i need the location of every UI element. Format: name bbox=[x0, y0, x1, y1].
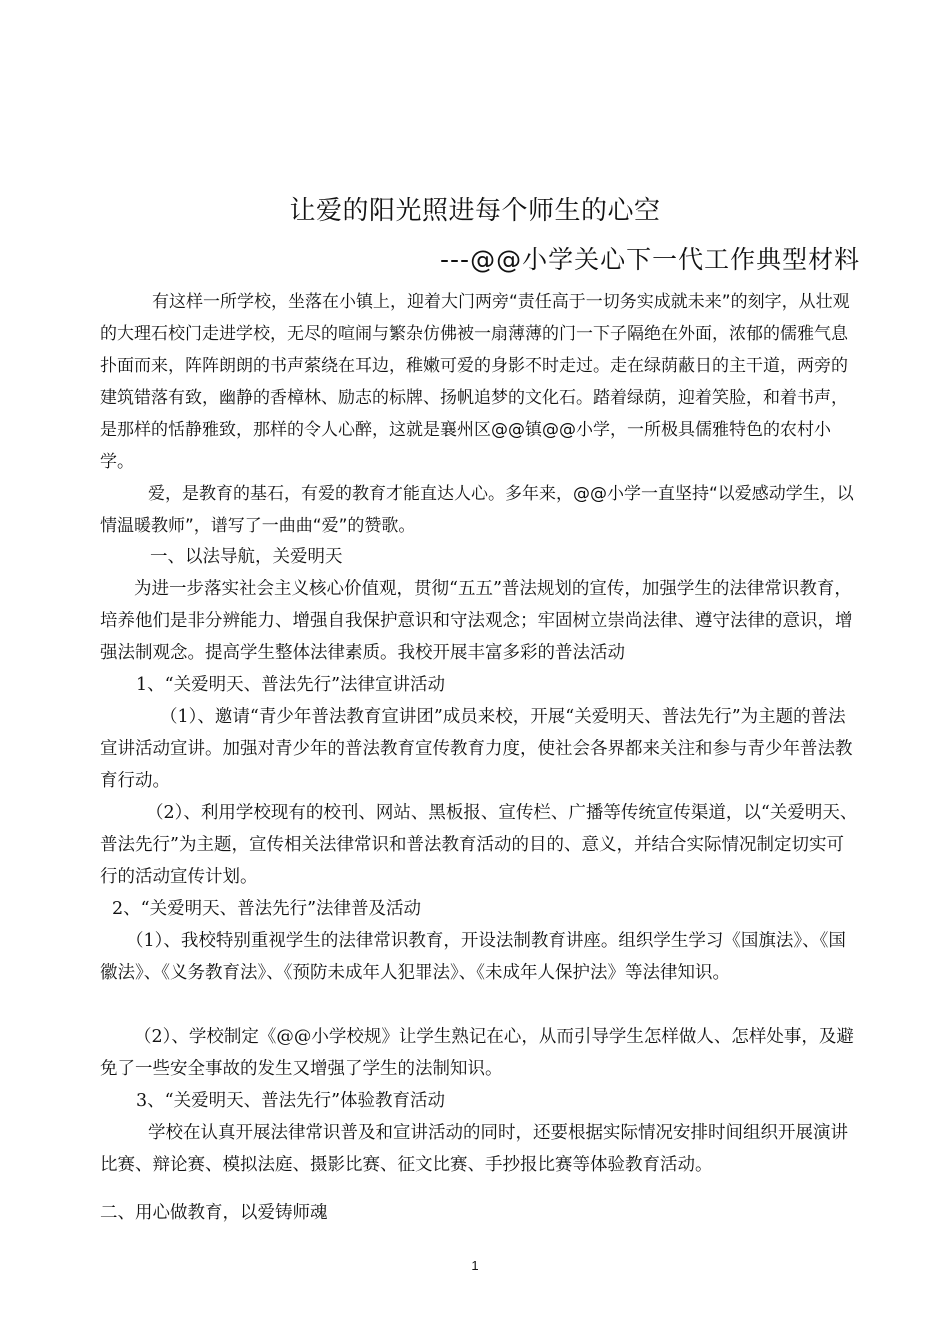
document-title: 让爱的阳光照进每个师生的心空 bbox=[289, 196, 661, 226]
publicity-paragraph: （2）、利用学校现有的校刊、网站、黑板报、宣传栏、广播等传统宣传渠道，以“关爱明天、普法先行”为主题，宣传相关法律常识和普法教育活动的目的、意义，并结合实际情况制定切实可行的活动宣传计划。 bbox=[100, 803, 858, 887]
page-number: 1 bbox=[471, 1258, 479, 1273]
law-education-paragraph: 为进一步落实社会主义核心价值观，贯彻“五五”普法规划的宣传，加强学生的法律常识教育，培养他们是非分辨能力、增强自我保护意识和守法观念；牢固树立崇尚法律、遵守法律的意识，增强法制观念。提高学生整体法律素质。我校开展丰富多彩的普法活动 bbox=[100, 579, 853, 663]
subsection-heading-2: 2、“关爱明天、普法先行”法律普及活动 bbox=[112, 899, 422, 919]
subsection-heading-3: 3、“关爱明天、普法先行”体验教育活动 bbox=[136, 1091, 446, 1111]
intro-paragraph: 有这样一所学校，坐落在小镇上，迎着大门两旁“责任高于一切务实成就未来”的刻字，从壮观的大理石校门走进学校，无尽的喧闹与繁杂仿佛被一扇薄薄的门一下子隔绝在外面，浓郁的儒雅气息扑面而来，阵阵朗朗的书声萦绕在耳边，稚嫩可爱的身影不时走过。走在绿荫蔽日的主干道，两旁的建筑错落有致，幽静的香樟林、励志的标牌、扬帆追梦的文化石。踏着绿荫，迎着笑脸，和着书声，是那样的恬静雅致，那样的令人心醉，这就是襄州区@@镇@@小学，一所极具儒雅特色的农村小学。 bbox=[100, 292, 850, 472]
law-course-paragraph: （1）、我校特别重视学生的法律常识教育，开设法制教育讲座。组织学生学习《国旗法》、《国徽法》、《义务教育法》、《预防未成年人犯罪法》、《未成年人保护法》等法律知识。 bbox=[100, 931, 846, 983]
section-heading-2: 二、用心做教育，以爱铸师魂 bbox=[100, 1203, 328, 1223]
section-heading-1: 一、以法导航，关爱明天 bbox=[150, 547, 343, 567]
lecture-paragraph: （1）、邀请“青少年普法教育宣讲团”成员来校，开展“关爱明天、普法先行”为主题的普法宣讲活动宣讲。加强对青少年的普法教育宣传教育力度，使社会各界都来关注和参与青少年普法教育行动。 bbox=[100, 707, 853, 791]
document-subtitle: ---@@小学关心下一代工作典型材料 bbox=[440, 245, 861, 274]
love-paragraph: 爱，是教育的基石，有爱的教育才能直达人心。多年来，@@小学一直坚持“以爱感动学生，以情温暖教师”，谱写了一曲曲“爱”的赞歌。 bbox=[100, 484, 854, 536]
school-rules-paragraph: （2）、学校制定《@@小学校规》让学生熟记在心，从而引导学生怎样做人、怎样处事，及避免了一些安全事故的发生又增强了学生的法制知识。 bbox=[100, 1027, 854, 1079]
subsection-heading-1: 1、“关爱明天、普法先行”法律宣讲活动 bbox=[136, 675, 446, 695]
experience-activity-paragraph: 学校在认真开展法律常识普及和宣讲活动的同时，还要根据实际情况安排时间组织开展演讲比赛、辩论赛、模拟法庭、摄影比赛、征文比赛、手抄报比赛等体验教育活动。 bbox=[100, 1123, 848, 1175]
